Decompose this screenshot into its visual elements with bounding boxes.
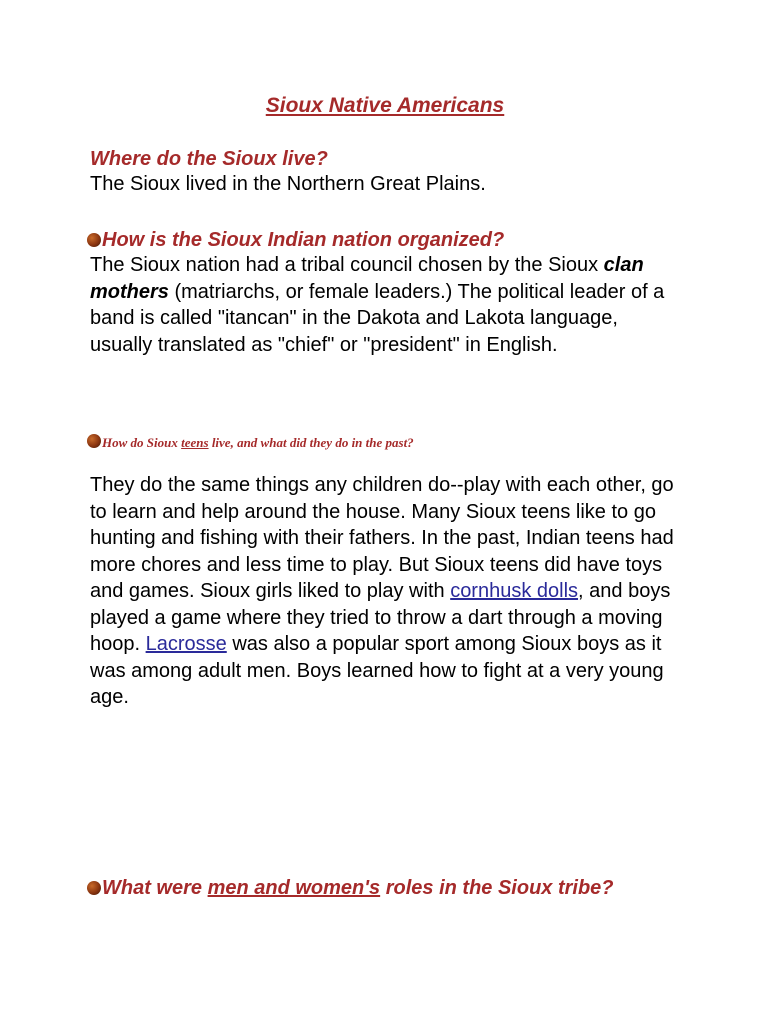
men-and-womens-underlined: men and women's bbox=[207, 877, 381, 899]
question-where: Where do the Sioux live? bbox=[90, 148, 328, 170]
teens-underlined: teens bbox=[181, 435, 209, 450]
question-organized: How is the Sioux Indian nation organized? bbox=[90, 228, 680, 252]
section-roles bbox=[90, 875, 680, 902]
lacrosse-link[interactable]: Lacrosse bbox=[145, 633, 227, 655]
answer-where: The Sioux lived in the Northern Great Plains. bbox=[90, 173, 486, 195]
cornhusk-dolls-link[interactable]: cornhusk dolls bbox=[450, 580, 579, 602]
section-where bbox=[90, 147, 680, 198]
page-title: Sioux Native Americans bbox=[265, 94, 505, 117]
question-roles: What were men and women's roles in the Sioux tribe? bbox=[90, 875, 680, 902]
answer-teens: They do the same things any children do--play with each other, go to learn and help around the house. Many Sioux teens like to go hunting and fishing with their fathers. In the past, Indian teens had more chores and less time to play. But Sioux teens did have toys and games. Sioux girls liked to play with cornhusk dolls, and boys played a game where they tried to throw a dart through a moving hoop. Lacrosse was also a popular sport among Sioux boys as it was among adult men. Boys learned how to fight at a very young age. bbox=[90, 474, 674, 708]
clan-mothers-emphasis: clan mothers bbox=[90, 254, 644, 303]
brown-ball-bullet-icon bbox=[87, 434, 101, 448]
answer-organized: The Sioux nation had a tribal council chosen by the Sioux clan mothers (matriarchs, or female leaders.) The political leader of a band is called "itancan" in the Dakota and Lakota language, usually translated as "chief" or "president" in English. bbox=[90, 254, 665, 356]
question-teens: How do Sioux teens live, and what did they do in the past? bbox=[90, 434, 680, 451]
section-teens bbox=[90, 434, 680, 451]
section-teens-answer bbox=[90, 472, 680, 711]
section-organized bbox=[90, 228, 680, 358]
brown-ball-bullet-icon bbox=[87, 881, 101, 895]
brown-ball-bullet-icon bbox=[87, 233, 101, 247]
